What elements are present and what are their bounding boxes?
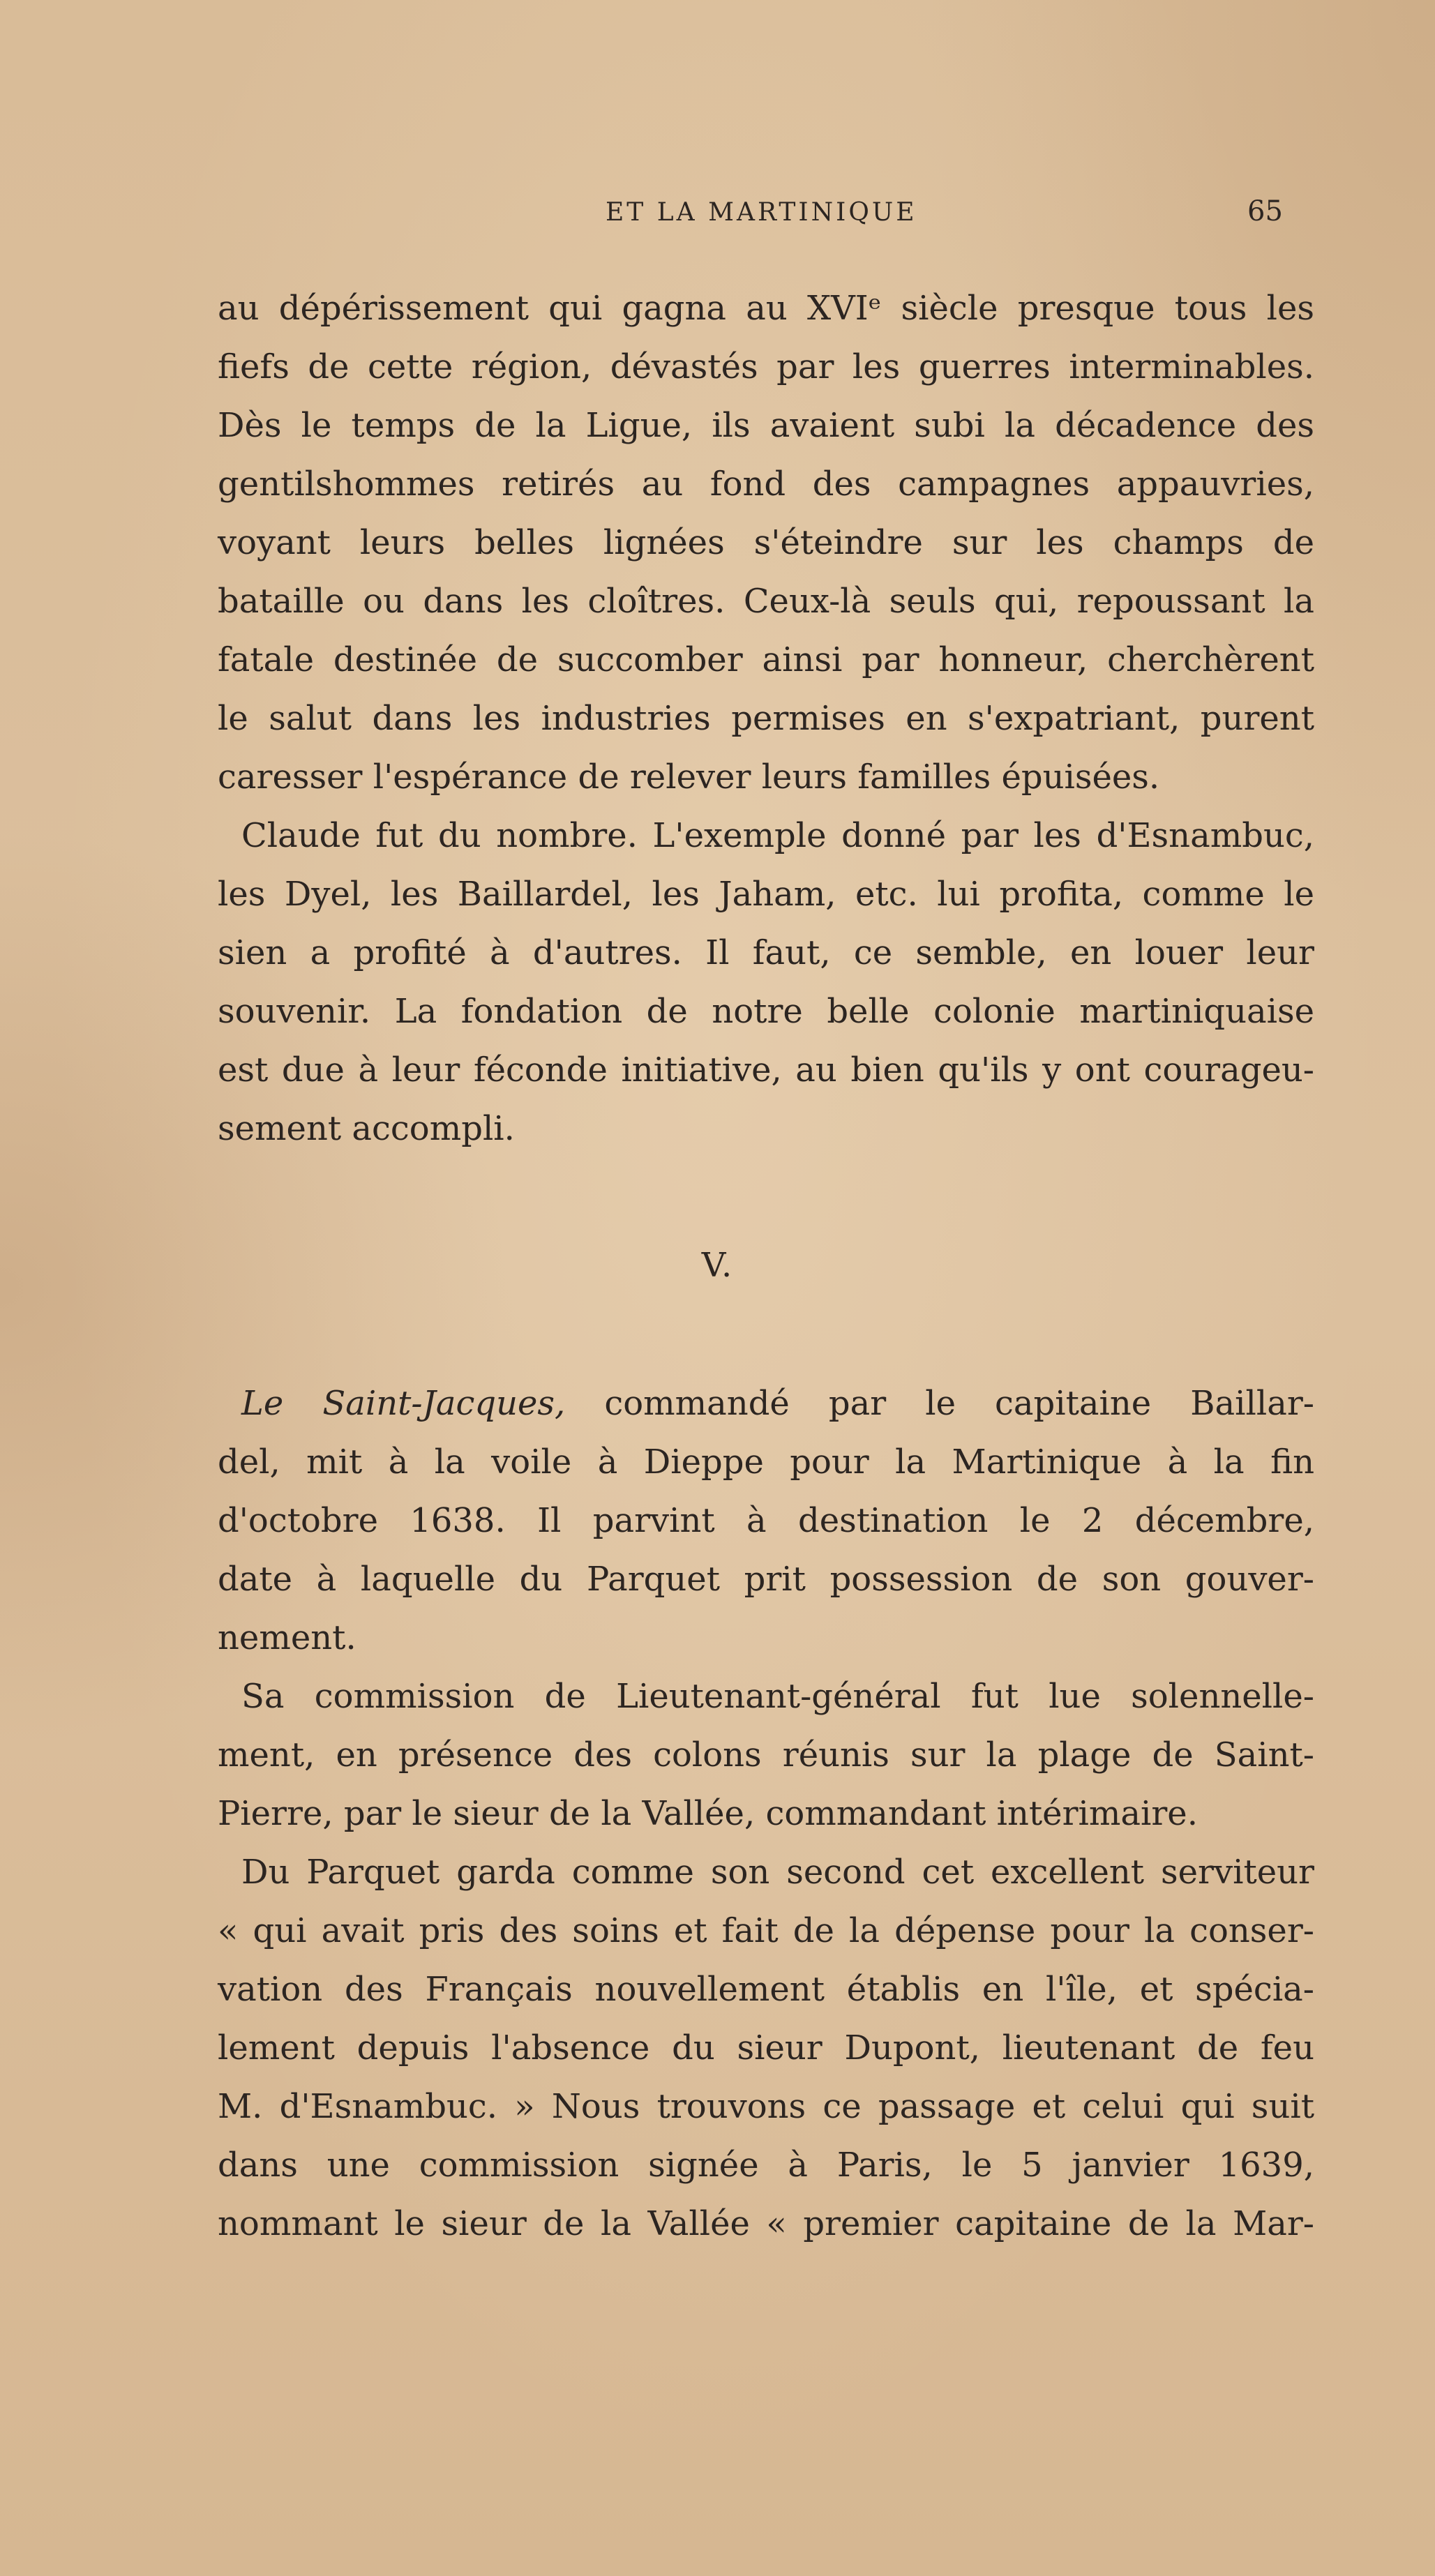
text-line: M. d'Esnambuc. » Nous trouvons ce passage et celui qui suit	[218, 2087, 1314, 2126]
paragraph-5	[218, 1843, 1314, 2253]
section-heading: V.	[701, 1246, 734, 1285]
text-line: lement depuis l'absence du sieur Dupont, lieutenant de feu	[218, 2028, 1314, 2067]
text-line: Dès le temps de la Ligue, ils avaient subi la décadence des	[218, 406, 1314, 445]
paragraph-1	[218, 279, 1314, 806]
text-line: Pierre, par le sieur de la Vallée, commandant intérimaire.	[218, 1794, 1198, 1833]
text-line: Du Parquet garda comme son second cet excellent serviteur	[241, 1853, 1314, 1892]
text-line	[218, 1374, 1314, 1433]
text-fragment: commandé par le capitaine Baillar-	[565, 1384, 1314, 1423]
text-line: au dépérissement qui gagna au XVIᵉ siècle presque tous les	[218, 289, 1314, 328]
text-line: caresser l'espérance de relever leurs familles épuisées.	[218, 758, 1160, 797]
text-line: gentilshommes retirés au fond des campagnes appauvries,	[218, 465, 1314, 504]
text-line: voyant leurs belles lignées s'éteindre sur les champs de	[218, 523, 1314, 562]
text-line: sement accompli.	[218, 1109, 515, 1148]
paragraph-2	[218, 806, 1314, 1158]
text-line: fiefs de cette région, dévastés par les guerres interminables.	[218, 347, 1314, 386]
text-line: les Dyel, les Baillardel, les Jaham, etc. lui profita, comme le	[218, 875, 1314, 914]
text-line: ment, en présence des colons réunis sur la plage de Saint-	[218, 1735, 1314, 1775]
text-line: date à laquelle du Parquet prit possession de son gouver-	[218, 1560, 1314, 1599]
running-header	[0, 195, 1435, 237]
text-line: vation des Français nouvellement établis en l'île, et spécia-	[218, 1970, 1314, 2009]
text-line: del, mit à la voile à Dieppe pour la Martinique à la fin	[218, 1443, 1314, 1482]
text-line: dans une commission signée à Paris, le 5 janvier 1639,	[218, 2146, 1314, 2185]
text-line: d'octobre 1638. Il parvint à destination le 2 décembre,	[218, 1501, 1314, 1540]
text-line: le salut dans les industries permises en s'expatriant, purent	[218, 699, 1314, 738]
ship-name: Le Saint-Jacques,	[241, 1384, 566, 1423]
text-line: bataille ou dans les cloîtres. Ceux-là seuls qui, repoussant la	[218, 582, 1314, 621]
text-line: Sa commission de Lieutenant-général fut lue solennelle-	[241, 1677, 1314, 1716]
text-line: est due à leur féconde initiative, au bien qu'ils y ont courageu-	[218, 1050, 1314, 1090]
text-line: souvenir. La fondation de notre belle colonie martiniquaise	[218, 992, 1314, 1031]
text-line: nommant le sieur de la Vallée « premier capitaine de la Mar-	[218, 2204, 1314, 2243]
text-line: nement.	[218, 1618, 356, 1657]
text-line: sien a profité à d'autres. Il faut, ce semble, en louer leur	[218, 933, 1314, 972]
paragraph-3	[218, 1374, 1314, 1667]
text-line: Claude fut du nombre. L'exemple donné par les d'Esnambuc,	[241, 816, 1314, 855]
running-title: ET LA MARTINIQUE	[606, 198, 917, 227]
paragraph-4	[218, 1667, 1314, 1843]
text-line: « qui avait pris des soins et fait de la dépense pour la conser-	[218, 1911, 1314, 1950]
page-number: 65	[1247, 195, 1283, 227]
text-line: fatale destinée de succomber ainsi par honneur, cherchèrent	[218, 640, 1314, 679]
